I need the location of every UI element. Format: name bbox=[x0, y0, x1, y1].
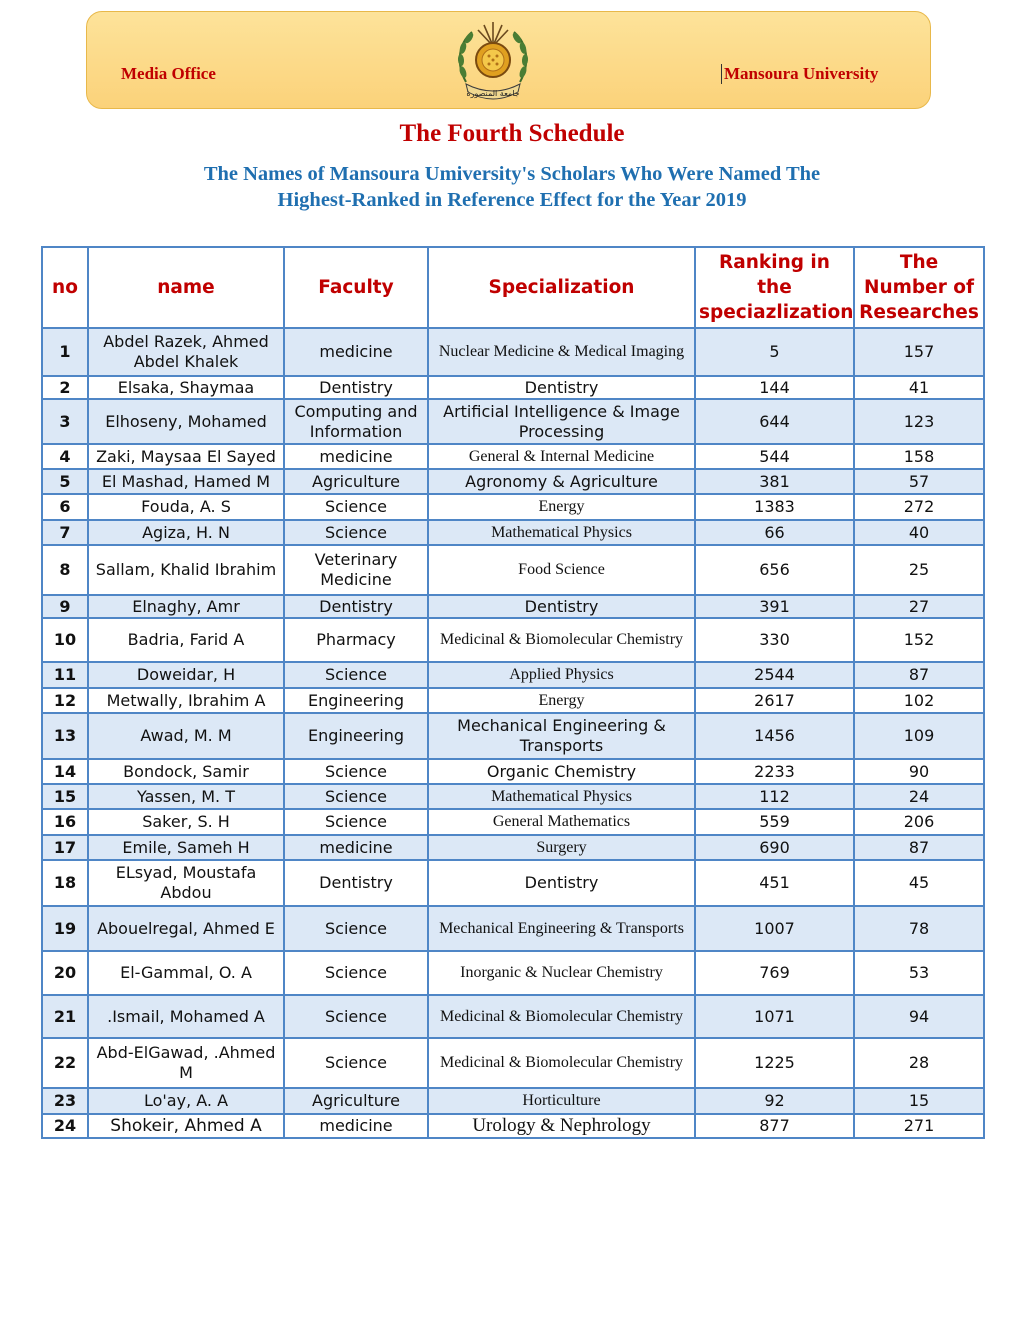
cell-name: Doweidar, H bbox=[88, 662, 284, 688]
cell-name: Elsaka, Shaymaa bbox=[88, 376, 284, 399]
table-row bbox=[42, 809, 984, 835]
table-row bbox=[42, 520, 984, 545]
subtitle-line-1: The Names of Mansoura Umiversity's Scholars Who Were Named The bbox=[203, 163, 821, 185]
cell-researches: 90 bbox=[854, 759, 984, 784]
cell-name: El Mashad, Hamed M bbox=[88, 469, 284, 494]
cell-faculty: Engineering bbox=[284, 713, 428, 759]
table-row bbox=[42, 376, 984, 399]
cell-no: 20 bbox=[42, 951, 88, 995]
cell-ranking: 544 bbox=[695, 444, 854, 469]
cell-name: Abdel Razek, Ahmed Abdel Khalek bbox=[88, 328, 284, 376]
cell-researches: 87 bbox=[854, 835, 984, 860]
cell-researches: 40 bbox=[854, 520, 984, 545]
cell-faculty: Dentistry bbox=[284, 595, 428, 618]
cell-ranking: 112 bbox=[695, 784, 854, 809]
table-row bbox=[42, 618, 984, 662]
cell-ranking: 66 bbox=[695, 520, 854, 545]
table-header-row bbox=[42, 247, 984, 328]
cell-ranking: 92 bbox=[695, 1088, 854, 1114]
table-row bbox=[42, 399, 984, 444]
cell-no: 21 bbox=[42, 995, 88, 1038]
cell-faculty: medicine bbox=[284, 328, 428, 376]
cell-specialization: Energy bbox=[428, 494, 695, 520]
table-row bbox=[42, 545, 984, 595]
header-faculty: Faculty bbox=[284, 247, 428, 328]
cell-ranking: 1383 bbox=[695, 494, 854, 520]
cell-researches: 15 bbox=[854, 1088, 984, 1114]
cell-specialization: Mathematical Physics bbox=[428, 520, 695, 545]
cell-specialization: Medicinal & Biomolecular Chemistry bbox=[428, 618, 695, 662]
page-subtitle bbox=[112, 161, 912, 213]
table-row bbox=[42, 1088, 984, 1114]
cell-specialization: Dentistry bbox=[428, 376, 695, 399]
cell-no: 19 bbox=[42, 906, 88, 951]
cell-name: Sallam, Khalid Ibrahim bbox=[88, 545, 284, 595]
cell-faculty: Agriculture bbox=[284, 1088, 428, 1114]
cell-researches: 41 bbox=[854, 376, 984, 399]
cell-faculty: medicine bbox=[284, 835, 428, 860]
cell-ranking: 690 bbox=[695, 835, 854, 860]
cell-name: Bondock, Samir bbox=[88, 759, 284, 784]
cell-researches: 271 bbox=[854, 1114, 984, 1138]
cell-faculty: Dentistry bbox=[284, 860, 428, 906]
cell-name: .Ismail, Mohamed A bbox=[88, 995, 284, 1038]
cell-specialization: General & Internal Medicine bbox=[428, 444, 695, 469]
cell-specialization: Mechanical Engineering & Transports bbox=[428, 906, 695, 951]
cell-researches: 57 bbox=[854, 469, 984, 494]
header-ranking: Ranking in the speciazlization bbox=[695, 247, 854, 328]
header-banner bbox=[86, 11, 931, 109]
cell-name: Saker, S. H bbox=[88, 809, 284, 835]
cell-specialization: Applied Physics bbox=[428, 662, 695, 688]
cell-name: Emile, Sameh H bbox=[88, 835, 284, 860]
cell-specialization: Horticulture bbox=[428, 1088, 695, 1114]
cell-ranking: 381 bbox=[695, 469, 854, 494]
cell-ranking: 644 bbox=[695, 399, 854, 444]
cell-researches: 152 bbox=[854, 618, 984, 662]
cell-name: ELsyad, Moustafa Abdou bbox=[88, 860, 284, 906]
header-specialization: Specialization bbox=[428, 247, 695, 328]
cell-ranking: 769 bbox=[695, 951, 854, 995]
page-title: The Fourth Schedule bbox=[399, 120, 625, 147]
cell-researches: 25 bbox=[854, 545, 984, 595]
cell-ranking: 1071 bbox=[695, 995, 854, 1038]
cell-ranking: 1007 bbox=[695, 906, 854, 951]
cell-faculty: Dentistry bbox=[284, 376, 428, 399]
cell-no: 12 bbox=[42, 688, 88, 713]
cell-name: El-Gammal, O. A bbox=[88, 951, 284, 995]
cell-specialization: Mathematical Physics bbox=[428, 784, 695, 809]
cell-faculty: Science bbox=[284, 995, 428, 1038]
cell-no: 5 bbox=[42, 469, 88, 494]
header-no: no bbox=[42, 247, 88, 328]
cell-researches: 272 bbox=[854, 494, 984, 520]
cell-no: 18 bbox=[42, 860, 88, 906]
scholars-table bbox=[41, 246, 985, 1139]
cell-specialization: Energy bbox=[428, 688, 695, 713]
cell-no: 3 bbox=[42, 399, 88, 444]
table-row bbox=[42, 328, 984, 376]
cell-ranking: 559 bbox=[695, 809, 854, 835]
cell-specialization: Medicinal & Biomolecular Chemistry bbox=[428, 995, 695, 1038]
cell-ranking: 656 bbox=[695, 545, 854, 595]
cell-researches: 102 bbox=[854, 688, 984, 713]
cell-researches: 206 bbox=[854, 809, 984, 835]
table-row bbox=[42, 784, 984, 809]
cell-ranking: 2233 bbox=[695, 759, 854, 784]
cell-faculty: Pharmacy bbox=[284, 618, 428, 662]
table-row bbox=[42, 1038, 984, 1088]
cell-ranking: 330 bbox=[695, 618, 854, 662]
cell-researches: 78 bbox=[854, 906, 984, 951]
cell-name: Shokeir, Ahmed A bbox=[88, 1114, 284, 1138]
cell-researches: 27 bbox=[854, 595, 984, 618]
table-row bbox=[42, 595, 984, 618]
cell-no: 11 bbox=[42, 662, 88, 688]
cell-no: 23 bbox=[42, 1088, 88, 1114]
cell-name: Awad, M. M bbox=[88, 713, 284, 759]
cell-specialization: General Mathematics bbox=[428, 809, 695, 835]
cell-ranking: 1225 bbox=[695, 1038, 854, 1088]
cell-faculty: medicine bbox=[284, 1114, 428, 1138]
table-row bbox=[42, 444, 984, 469]
cell-name: Abd-ElGawad, .Ahmed M bbox=[88, 1038, 284, 1088]
cell-researches: 87 bbox=[854, 662, 984, 688]
table-row bbox=[42, 688, 984, 713]
cell-specialization: Dentistry bbox=[428, 860, 695, 906]
cell-no: 4 bbox=[42, 444, 88, 469]
cell-faculty: Science bbox=[284, 520, 428, 545]
cell-specialization: Mechanical Engineering & Transports bbox=[428, 713, 695, 759]
table-row bbox=[42, 995, 984, 1038]
header-researches: The Number of Researches bbox=[854, 247, 984, 328]
cell-faculty: Science bbox=[284, 662, 428, 688]
cell-faculty: Agriculture bbox=[284, 469, 428, 494]
cell-ranking: 5 bbox=[695, 328, 854, 376]
cell-faculty: Science bbox=[284, 494, 428, 520]
header-name: name bbox=[88, 247, 284, 328]
cell-faculty: Science bbox=[284, 809, 428, 835]
cell-name: Fouda, A. S bbox=[88, 494, 284, 520]
cell-faculty: medicine bbox=[284, 444, 428, 469]
cell-faculty: Veterinary Medicine bbox=[284, 545, 428, 595]
cell-faculty: Science bbox=[284, 951, 428, 995]
cell-no: 6 bbox=[42, 494, 88, 520]
cell-researches: 94 bbox=[854, 995, 984, 1038]
cell-no: 14 bbox=[42, 759, 88, 784]
cell-no: 7 bbox=[42, 520, 88, 545]
cell-faculty: Computing and Information bbox=[284, 399, 428, 444]
cell-ranking: 877 bbox=[695, 1114, 854, 1138]
cell-name: Badria, Farid A bbox=[88, 618, 284, 662]
cell-name: Elhoseny, Mohamed bbox=[88, 399, 284, 444]
cell-specialization: Inorganic & Nuclear Chemistry bbox=[428, 951, 695, 995]
cell-no: 8 bbox=[42, 545, 88, 595]
university-seal-icon bbox=[454, 16, 532, 110]
cell-name: Abouelregal, Ahmed E bbox=[88, 906, 284, 951]
cell-ranking: 451 bbox=[695, 860, 854, 906]
cell-researches: 24 bbox=[854, 784, 984, 809]
cell-specialization: Artificial Intelligence & Image Processing bbox=[428, 399, 695, 444]
cell-no: 16 bbox=[42, 809, 88, 835]
table-row bbox=[42, 835, 984, 860]
media-office-label: Media Office bbox=[121, 64, 216, 83]
cell-no: 1 bbox=[42, 328, 88, 376]
cell-name: Lo'ay, A. A bbox=[88, 1088, 284, 1114]
table-row bbox=[42, 906, 984, 951]
cell-researches: 158 bbox=[854, 444, 984, 469]
cell-ranking: 1456 bbox=[695, 713, 854, 759]
table-row bbox=[42, 713, 984, 759]
cell-specialization: Agronomy & Agriculture bbox=[428, 469, 695, 494]
cell-ranking: 144 bbox=[695, 376, 854, 399]
cell-name: Zaki, Maysaa El Sayed bbox=[88, 444, 284, 469]
subtitle-line-2: Highest-Ranked in Reference Effect for the Year 2019 bbox=[277, 189, 747, 211]
mansoura-university-label: Mansoura University bbox=[721, 64, 878, 84]
table-row bbox=[42, 494, 984, 520]
cell-name: Metwally, Ibrahim A bbox=[88, 688, 284, 713]
cell-researches: 45 bbox=[854, 860, 984, 906]
cell-researches: 157 bbox=[854, 328, 984, 376]
cell-researches: 53 bbox=[854, 951, 984, 995]
cell-faculty: Science bbox=[284, 906, 428, 951]
cell-no: 13 bbox=[42, 713, 88, 759]
table-row bbox=[42, 860, 984, 906]
cell-faculty: Science bbox=[284, 1038, 428, 1088]
cell-researches: 123 bbox=[854, 399, 984, 444]
cell-specialization: Dentistry bbox=[428, 595, 695, 618]
cell-no: 17 bbox=[42, 835, 88, 860]
cell-no: 10 bbox=[42, 618, 88, 662]
cell-specialization: Food Science bbox=[428, 545, 695, 595]
table-row bbox=[42, 1114, 984, 1138]
cell-ranking: 2544 bbox=[695, 662, 854, 688]
cell-specialization: Organic Chemistry bbox=[428, 759, 695, 784]
cell-no: 15 bbox=[42, 784, 88, 809]
cell-name: Yassen, M. T bbox=[88, 784, 284, 809]
cell-researches: 28 bbox=[854, 1038, 984, 1088]
cell-no: 9 bbox=[42, 595, 88, 618]
cell-no: 24 bbox=[42, 1114, 88, 1138]
cell-ranking: 2617 bbox=[695, 688, 854, 713]
cell-specialization: Surgery bbox=[428, 835, 695, 860]
seal-text: جامعة المنصورة bbox=[466, 89, 520, 98]
table-row bbox=[42, 469, 984, 494]
cell-no: 2 bbox=[42, 376, 88, 399]
cell-specialization: Nuclear Medicine & Medical Imaging bbox=[428, 328, 695, 376]
cell-researches: 109 bbox=[854, 713, 984, 759]
table-row bbox=[42, 951, 984, 995]
cell-faculty: Engineering bbox=[284, 688, 428, 713]
cell-specialization: Medicinal & Biomolecular Chemistry bbox=[428, 1038, 695, 1088]
cell-faculty: Science bbox=[284, 784, 428, 809]
cell-faculty: Science bbox=[284, 759, 428, 784]
cell-no: 22 bbox=[42, 1038, 88, 1088]
table-row bbox=[42, 662, 984, 688]
cell-specialization: Urology & Nephrology bbox=[428, 1114, 695, 1138]
cell-name: Elnaghy, Amr bbox=[88, 595, 284, 618]
table-row bbox=[42, 759, 984, 784]
cell-name: Agiza, H. N bbox=[88, 520, 284, 545]
cell-ranking: 391 bbox=[695, 595, 854, 618]
